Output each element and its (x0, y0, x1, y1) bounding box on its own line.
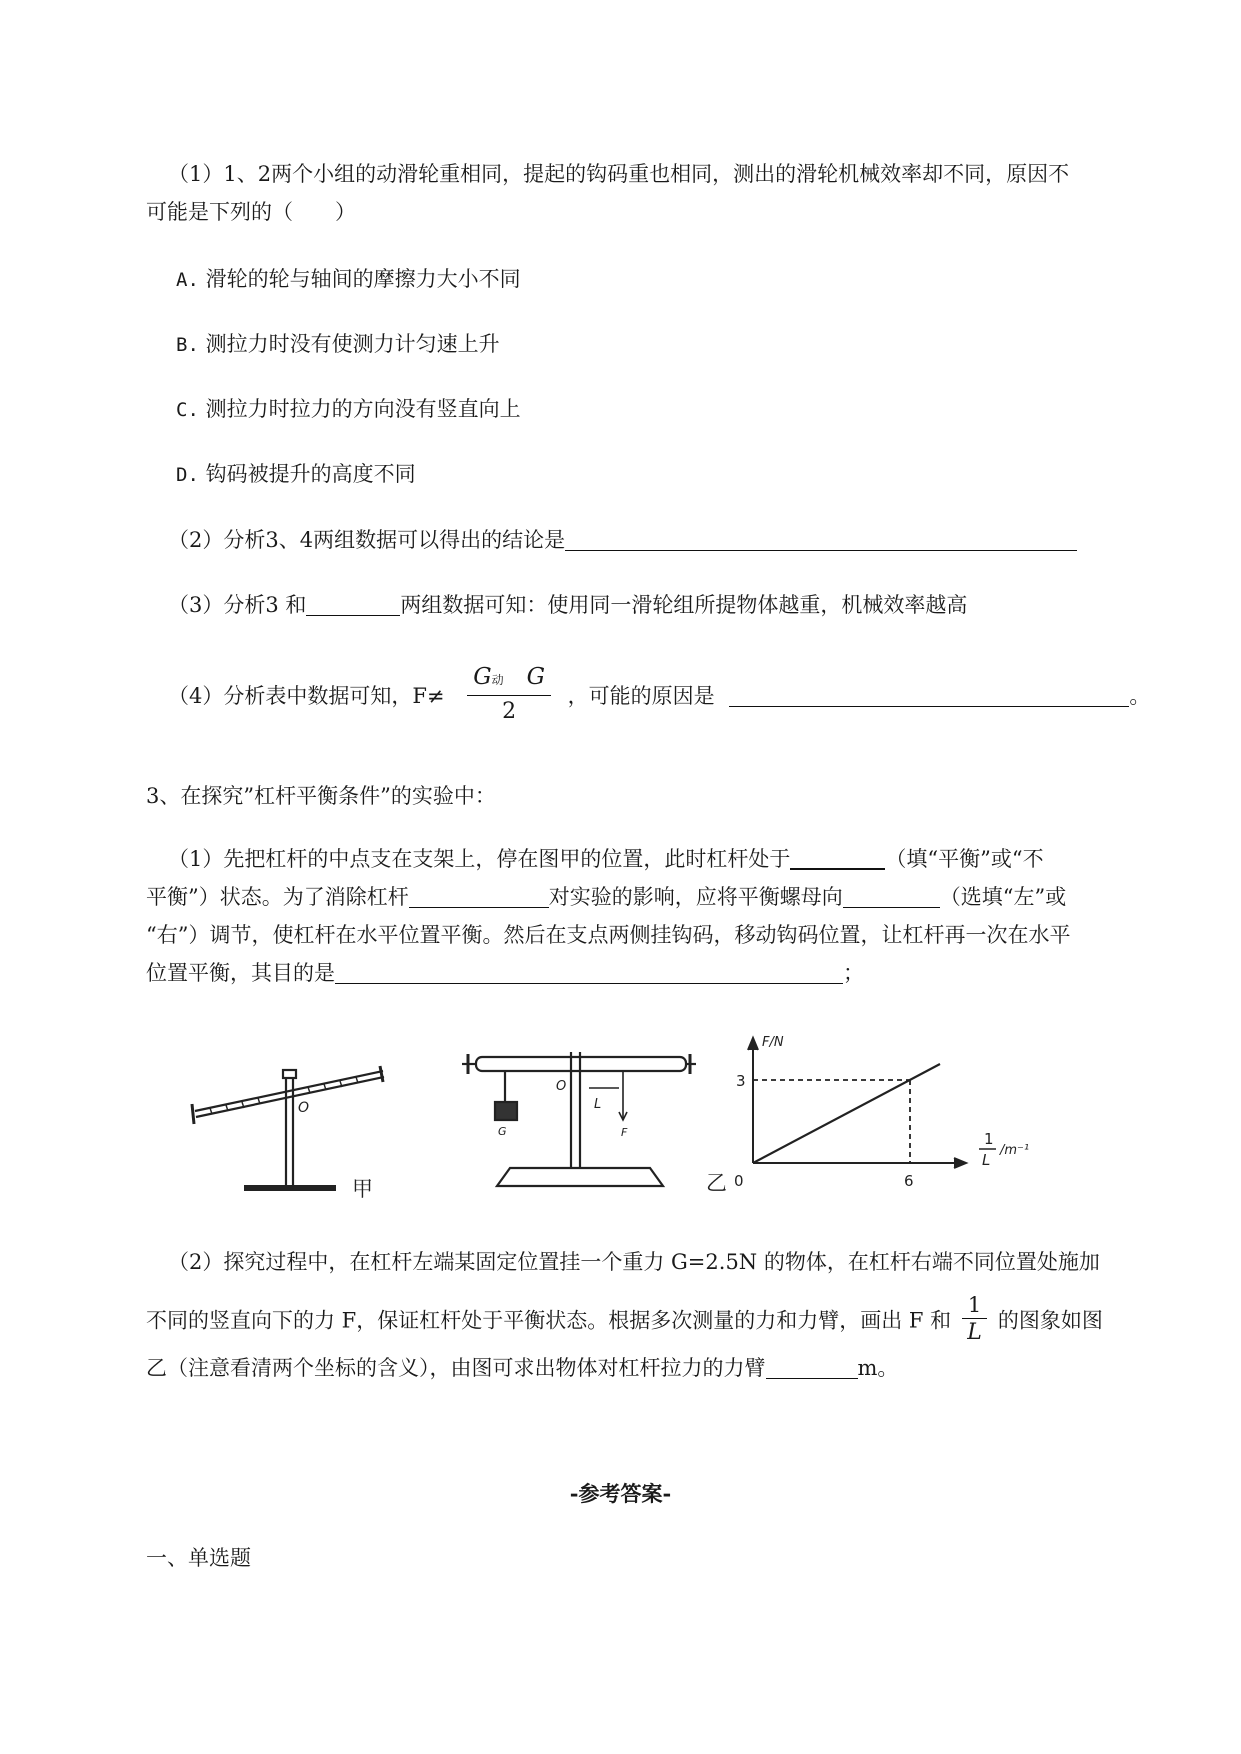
answer-blank[interactable] (409, 885, 549, 908)
answer-blank[interactable] (565, 528, 1077, 551)
q3-s2-line3: 乙（注意看清两个坐标的含义），由图可求出物体对杠杆拉力的力臂 m。 (146, 1356, 899, 1380)
fig2-g-label: G (498, 1125, 507, 1138)
option-c: C. 测拉力时拉力的方向没有竖直向上 (176, 397, 521, 421)
graph-series-line (753, 1064, 940, 1163)
graph-x-label-den: L (982, 1151, 991, 1169)
fig1-caption: 甲 (352, 1177, 373, 1200)
q3-s2-line2: 不同的竖直向下的力 F，保证杠杆处于平衡状态。根据多次测量的力和力臂，画出 F 和 $\frac{1}{L}$ 的图象如图 (146, 1293, 1103, 1345)
graph-x-tick: 6 (904, 1172, 914, 1190)
q2-part1-line2: 可能是下列的（ ） (146, 200, 356, 224)
fraction-1-over-l: $\frac{1}{L}$ (962, 1292, 987, 1347)
graph-x-unit: /m⁻¹ (1000, 1143, 1030, 1158)
graph-x-label-num: 1 (984, 1130, 994, 1148)
fig1-o-label: O (298, 1100, 310, 1116)
q3-title: 3、在探究”杠杆平衡条件”的实验中： (146, 784, 496, 808)
answer-blank[interactable] (766, 1356, 858, 1379)
answer-blank[interactable] (790, 846, 885, 870)
option-a: A. 滑轮的轮与轴间的摩擦力大小不同 (176, 267, 521, 291)
answer-blank[interactable] (729, 684, 1129, 707)
q3-s1-line1: （1）先把杠杆的中点支在支架上，停在图甲的位置，此时杠杆处于 （填“平衡”或“不 (168, 847, 1044, 871)
figure-jia (192, 1066, 384, 1191)
fig2-f-label: F (621, 1126, 628, 1139)
fraction: $\frac{\text{G动 G}}{2}$ (467, 662, 551, 728)
q3-s1-line3: “右”）调节，使杠杆在水平位置平衡。然后在支点两侧挂钩码，移动钩码位置，让杠杆再一次在水平 (146, 923, 1071, 947)
figure-graph (748, 1038, 966, 1168)
q3-s1-line4: 位置平衡，其目的是 ； (146, 961, 864, 985)
graph-origin: 0 (734, 1172, 744, 1190)
graph-caption: 乙 (706, 1171, 727, 1195)
q2-part3: （3）分析3 和 两组数据可知：使用同一滑轮组所提物体越重，机械效率越高 (168, 593, 968, 617)
graph-y-label: F/N (762, 1035, 784, 1050)
q2-part2: （2）分析3、4两组数据可以得出的结论是 (168, 524, 1077, 554)
graph-y-tick: 3 (736, 1072, 746, 1090)
q3-s1-line2: 平衡”）状态。为了消除杠杆 对实验的影响，应将平衡螺母向 （选填“左”或 (146, 885, 1067, 909)
fig2-l-label: L (594, 1097, 602, 1112)
q2-part1-line1: （1）1、2两个小组的动滑轮重相同，提起的钩码重也相同，测出的滑轮机械效率却不同，原因不 (168, 162, 1070, 186)
answer-blank[interactable] (306, 593, 400, 616)
q2-part4: （4）分析表中数据可知，F≠ $\frac{\text{G动 G}}{2}$ ，可能的原因是 。 (168, 662, 1150, 728)
answer-blank[interactable] (843, 885, 940, 908)
option-d: D. 钩码被提升的高度不同 (176, 462, 416, 486)
answers-heading: -参考答案- (569, 1481, 672, 1506)
figure-lever-setup (462, 1052, 696, 1186)
answer-blank[interactable] (335, 961, 843, 984)
fig2-o-label: O (556, 1079, 567, 1094)
q3-s2-line1: （2）探究过程中，在杠杆左端某固定位置挂一个重力 G=2.5N 的物体，在杠杆右端不同位置处施加 (168, 1250, 1100, 1274)
option-b: B. 测拉力时没有使测力计匀速上升 (176, 332, 500, 356)
answers-section1: 一、单选题 (146, 1546, 251, 1570)
figures (0, 1030, 1241, 1200)
